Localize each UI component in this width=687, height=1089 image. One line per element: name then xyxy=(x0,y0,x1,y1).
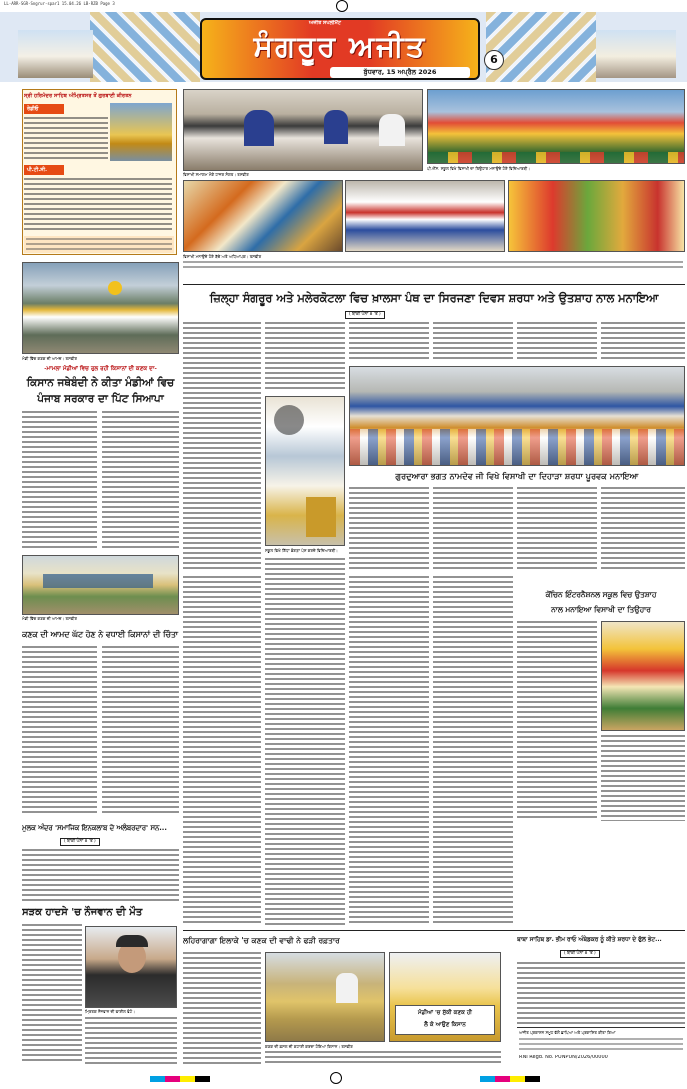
article-col-d xyxy=(433,576,513,926)
photo-deceased-youth xyxy=(85,926,177,1008)
konchin-article-col1 xyxy=(517,621,597,821)
gurdwara-article-col2 xyxy=(433,487,513,572)
photo-school-activity xyxy=(265,396,345,546)
photo-bhangra-performers xyxy=(183,180,343,252)
caption-7: ਕਣਕ ਦੀ ਫ਼ਸਲ ਦੀ ਕਟਾਈ ਕਰਦਾ ਹੋਇਆ ਕਿਸਾਨ। ਤਸਵੀਰ xyxy=(265,1044,353,1049)
main-article-col6 xyxy=(601,322,685,362)
gurdwara-banner-image-right xyxy=(596,30,676,78)
gurdwara-article-col3 xyxy=(517,487,597,572)
bhim-article xyxy=(517,962,685,1024)
sadak-article-col1 xyxy=(22,924,82,1064)
main-headline: ਜ਼ਿਲ੍ਹਾ ਸੰਗਰੂਰ ਅਤੇ ਮਲੇਰਕੋਟਲਾ ਵਿਚ ਖ਼ਾਲਸਾ ਪੰਥ ਦਾ ਸਿਰਜਣਾ ਦਿਵਸ ਸ਼ਰਧਾ ਅਤੇ ਉਤਸ਼ਾਹ ਨਾਲ ਮਨਾਇਆ xyxy=(209,291,659,305)
registration-mark-icon xyxy=(336,0,348,12)
photo-girls-giddha xyxy=(508,180,685,252)
konchin-headline-2: ਨਾਲ ਮਨਾਇਆ ਵਿਸਾਖੀ ਦਾ ਤਿਉਹਾਰ xyxy=(551,605,651,614)
caption-4: ਮੰਡੀ ਵਿੱਚ ਕਣਕ ਦੀ ਆਮਦ। ਤਸਵੀਰ xyxy=(22,356,77,361)
page-number-badge: 6 xyxy=(484,50,504,70)
masthead-date: ਬੁੱਧਵਾਰ, 15 ਅਪ੍ਰੈਲ 2026 xyxy=(330,67,470,78)
photo-religious-gathering xyxy=(183,89,423,171)
continued-label: ( ਬਾਕੀ ਪੰਨਾ 8 'ਤੇ ) xyxy=(560,950,600,958)
continued-label: ( ਬਾਕੀ ਪੰਨਾ 8 'ਤੇ ) xyxy=(60,838,100,846)
main-article-col4 xyxy=(433,322,513,362)
rule xyxy=(183,930,685,931)
caption-1: ਵਿਸਾਖੀ ਸਮਾਗਮ ਮੌਕੇ ਹਾਜ਼ਰ ਸੰਗਤ। ਤਸਵੀਰ xyxy=(183,172,249,177)
kisan-kicker: -ਮਾਮਲਾ ਮੰਡੀਆਂ ਵਿਚ ਰੁਲ ਰਹੀ ਕਿਸਾਨਾਂ ਦੀ ਕਣਕ ਦਾ- xyxy=(44,366,157,372)
print-slug: LL-ARR-SGR-Sngrur-spar1 15.04.26 LB-RZB Page 3 xyxy=(4,1,115,6)
photo-konchin-students xyxy=(601,621,685,731)
masthead-supplement-label: ਅਜੀਤ ਸਪਲੀਮੈਂਟ xyxy=(309,20,341,26)
imprint-note: ਅਜੀਤ ਪ੍ਰਕਾਸ਼ਨ ਸਮੂਹ ਵੱਲੋਂ ਛਾਪਿਆ ਅਤੇ ਪ੍ਰਕਾਸ਼ਿਤ ਕੀਤਾ ਗਿਆ xyxy=(519,1030,616,1035)
continued-label: ( ਬਾਕੀ ਪੰਨਾ 8 'ਤੇ ) xyxy=(345,311,385,319)
photo-farmers-protest-mandi xyxy=(22,262,179,354)
imprint-text xyxy=(519,1038,683,1052)
article-col-c xyxy=(349,576,429,926)
photo-wheat-harvest xyxy=(265,952,385,1042)
main-article-col1 xyxy=(183,322,261,572)
caption-text xyxy=(183,261,683,270)
gurdwara-banner-image-left xyxy=(18,30,93,78)
kirtan-advert-title: ਸ੍ਰੀ ਹਰਿਮੰਦਰ ਸਾਹਿਬ ਅੰਮ੍ਰਿਤਸਰ ਤੋਂ ਗੁਰਬਾਣੀ ਕੀਰਤਨ xyxy=(24,93,132,99)
photo-wheat-mandi xyxy=(22,555,179,615)
mulak-article xyxy=(22,849,179,901)
lehragaga-article-col1 xyxy=(183,952,261,1064)
lehragaga-headline: ਲਹਿਰਾਗਾਗਾ ਇਲਾਕੇ 'ਚ ਕਣਕ ਦੀ ਵਾਢੀ ਨੇ ਫੜੀ ਰਫ਼ਤਾਰ xyxy=(183,936,340,945)
main-article-col5 xyxy=(517,322,597,362)
gurdwara-headline: ਗੁਰਦੁਆਰਾ ਭਗਤ ਨਾਮਦੇਵ ਜੀ ਵਿਖੇ ਵਿਸਾਖੀ ਦਾ ਦਿਹਾੜਾ ਸ਼ਰਧਾ ਪੂਰਵਕ ਮਨਾਇਆ xyxy=(395,471,639,481)
kisan-headline-1: ਕਿਸਾਨ ਜਥੇਬੰਦੀ ਨੇ ਕੀਤਾ ਮੰਡੀਆਂ ਵਿਚ xyxy=(26,377,175,389)
kisan-article-col2 xyxy=(102,411,179,551)
advert-text-block xyxy=(24,117,108,161)
mandi-notice-line1: ਮੰਡੀਆਂ 'ਚ ਸੁੱਕੀ ਕਣਕ ਹੀ xyxy=(418,1010,472,1016)
advert-footer-text xyxy=(26,238,172,252)
kisan-headline-2: ਪੰਜਾਬ ਸਰਕਾਰ ਦਾ ਪਿੱਟ ਸਿਆਪਾ xyxy=(37,393,164,405)
mandi-notice-line2: ਲੈ ਕੇ ਆਉਣ ਕਿਸਾਨ xyxy=(424,1022,466,1028)
print-colour-strip xyxy=(0,1072,687,1089)
caption-3: ਵਿਸਾਖੀ ਮਨਾਉਂਦੇ ਹੋਏ ਬੱਚੇ ਅਤੇ ਅਧਿਆਪਕ। ਤਸਵੀਰ xyxy=(183,254,262,259)
kanak-headline: ਕਣਕ ਦੀ ਆਮਦ ਘੱਟ ਹੋਣ ਨੇ ਵਧਾਈ ਕਿਸਾਨਾਂ ਦੀ ਚਿੰਤਾ xyxy=(22,630,179,639)
konchin-headline-1: ਕੋਂਚਿਨ ਇੰਟਰਨੈਸ਼ਨਲ ਸਕੂਲ ਵਿਚ ਉਤਸ਼ਾਹ xyxy=(545,590,657,599)
gurdwara-article-col4 xyxy=(601,487,685,572)
advert-text-block xyxy=(24,178,172,232)
kisan-article-col1 xyxy=(22,411,97,551)
photo-students-group xyxy=(345,180,505,252)
photo-school-vaisakhi-celebration xyxy=(427,89,685,164)
sadak-headline: ਸੜਕ ਹਾਦਸੇ 'ਚ ਨੌਜਵਾਨ ਦੀ ਮੌਤ xyxy=(22,907,143,918)
radio-tag: ਰੇਡੀਓ xyxy=(24,104,64,114)
banner-pattern-right xyxy=(486,12,596,82)
caption-6: ਸਕੂਲ ਵਿਖੇ ਗਿੱਧਾ ਭੰਗੜਾ ਪੇਸ਼ ਕਰਦੇ ਵਿਦਿਆਰਥੀ। xyxy=(265,548,338,553)
caption-8: ਮ੍ਰਿਤਕ ਨੌਜਵਾਨ ਦੀ ਫਾਈਲ ਫੋਟੋ। xyxy=(85,1009,135,1014)
imprint-rni: RNI Regd. No. PUNPUN/2026/00000 xyxy=(519,1055,608,1060)
article-col-b xyxy=(265,558,345,926)
photo-gurdwara-namdev xyxy=(349,366,685,466)
main-article-col3 xyxy=(349,322,429,362)
mulak-headline: ਮੁਲਕ ਅੰਦਰ 'ਸਮਾਜਿਕ ਇਨਕਲਾਬ ਦੇ ਅਲੰਬਰਦਾਰ' ਸਨ... xyxy=(22,824,167,832)
lehragaga-article-col2 xyxy=(265,1051,501,1064)
bhim-headline: ਬਾਬਾ ਸਾਹਿਬ ਡਾ. ਭੀਮ ਰਾਓ ਅੰਬੇਡਕਰ ਨੂੰ ਕੀਤੇ ਸ਼ਰਧਾ ਦੇ ਫੁੱਲ ਭੇਟ... xyxy=(517,937,662,943)
caption-2: ਪੀ.ਐੱਸ. ਸਕੂਲ ਵਿਖੇ ਵਿਸਾਖੀ ਦਾ ਤਿਉਹਾਰ ਮਨਾਉਂਦੇ ਹੋਏ ਵਿਦਿਆਰਥੀ। xyxy=(427,166,530,171)
banner-pattern-left xyxy=(90,12,200,82)
caption-5: ਮੰਡੀ ਵਿੱਚ ਕਣਕ ਦੀ ਆਮਦ। ਤਸਵੀਰ xyxy=(22,616,77,621)
konchin-article-col2 xyxy=(601,735,685,821)
main-article-col2 xyxy=(265,322,345,392)
kanak-article-col2 xyxy=(102,646,179,816)
tv-tag: ਪੀ.ਟੀ.ਸੀ. xyxy=(24,165,64,175)
golden-temple-image xyxy=(110,103,172,161)
sadak-article-col2 xyxy=(85,1017,177,1064)
masthead-title: ਸੰਗਰੂਰ ਅਜੀਤ xyxy=(253,29,427,63)
article-col-a xyxy=(183,576,261,926)
kanak-article-col1 xyxy=(22,646,97,816)
gurdwara-article-col1 xyxy=(349,487,429,572)
rule xyxy=(183,284,685,285)
